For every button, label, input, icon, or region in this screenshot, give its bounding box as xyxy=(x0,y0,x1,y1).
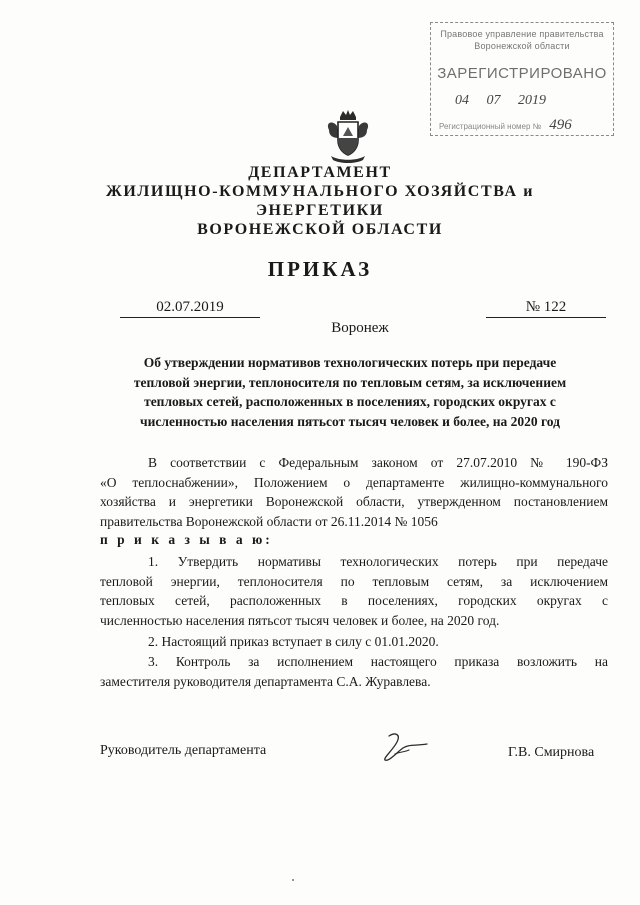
stamp-date xyxy=(455,93,546,109)
registration-stamp xyxy=(430,22,614,136)
stamp-authority-line2: Воронежской области xyxy=(474,41,570,51)
stamp-regno-value: 496 xyxy=(549,117,572,133)
subject-line: тепловых сетей, расположенных в поселениях, городских округах с xyxy=(144,394,556,409)
paragraph-line: тепловой энергии, теплоносителя по тепловым сетям, за исключением xyxy=(100,573,608,589)
order-subject xyxy=(100,353,600,431)
stamp-day: 04 xyxy=(455,93,469,108)
coat-of-arms-icon xyxy=(323,108,373,164)
stamp-registered-label: ЗАРЕГИСТРИРОВАНО xyxy=(437,65,607,82)
order-item-2 xyxy=(100,632,608,652)
paragraph-line: В соответствии с Федеральным законом от 27.07.2010 № 190-ФЗ xyxy=(148,455,608,470)
handwritten-signature xyxy=(375,730,435,766)
order-date: 02.07.2019 xyxy=(120,299,260,318)
order-item-3 xyxy=(100,652,608,691)
orders-word: п р и к а з ы в а ю: xyxy=(100,532,273,547)
order-number: № 122 xyxy=(486,299,606,318)
stamp-regno-label: Регистрационный номер № xyxy=(439,122,542,131)
paragraph-line: 2. Настоящий приказ вступает в силу с 01.01.2020. xyxy=(148,634,439,649)
subject-line: Об утверждении нормативов технологических потерь при передаче xyxy=(143,355,557,370)
department-line3: ЭНЕРГЕТИКИ xyxy=(256,202,384,219)
paragraph-line: правительства Воронежской области от 26.11.2014 № 1056 xyxy=(100,514,438,530)
stamp-year-suffix: 19 xyxy=(532,93,546,108)
department-line1: ДЕПАРТАМЕНТ xyxy=(248,164,392,181)
department-line4: ВОРОНЕЖСКОЙ ОБЛАСТИ xyxy=(197,221,443,238)
scan-speck xyxy=(292,879,294,881)
paragraph-line: тепловых сетей, расположенных в поселениях, городских округах с xyxy=(100,593,608,609)
paragraph-line: «О теплоснабжении», Положением о департаменте жилищно-коммунального xyxy=(100,474,608,490)
stamp-registration-number xyxy=(439,117,572,134)
paragraph-line: численностью населения пятьсот тысяч человек и более, на 2020 год. xyxy=(100,613,500,629)
paragraph-line: 3. Контроль за исполнением настоящего приказа возложить на xyxy=(148,654,608,669)
order-city: Воронеж xyxy=(331,320,389,336)
paragraph-line: 1. Утвердить нормативы технологических потерь при передаче xyxy=(148,554,608,569)
order-title: ПРИКАЗ xyxy=(267,257,373,281)
paragraph-line: хозяйства и энергетики Воронежской области, утвержденном постановлением xyxy=(100,494,608,510)
paragraph-line: заместителя руководителя департамента С.А. Журавлева. xyxy=(100,673,431,689)
stamp-month: 07 xyxy=(486,93,501,108)
order-item-1 xyxy=(100,552,608,631)
stamp-authority-line1: Правовое управление правительства xyxy=(440,29,604,39)
signer-name: Г.В. Смирнова xyxy=(508,745,595,760)
subject-line: численностью населения пятьсот тысяч человек и более, на 2020 год xyxy=(140,413,560,429)
department-line2: ЖИЛИЩНО-КОММУНАЛЬНОГО ХОЗЯЙСТВА и xyxy=(105,183,535,200)
stamp-year-prefix: 20 xyxy=(518,93,532,108)
subject-line: тепловой энергии, теплоносителя по тепловым сетям, за исключением xyxy=(133,374,567,390)
signer-title: Руководитель департамента xyxy=(100,743,267,758)
preamble-paragraph xyxy=(100,453,608,532)
